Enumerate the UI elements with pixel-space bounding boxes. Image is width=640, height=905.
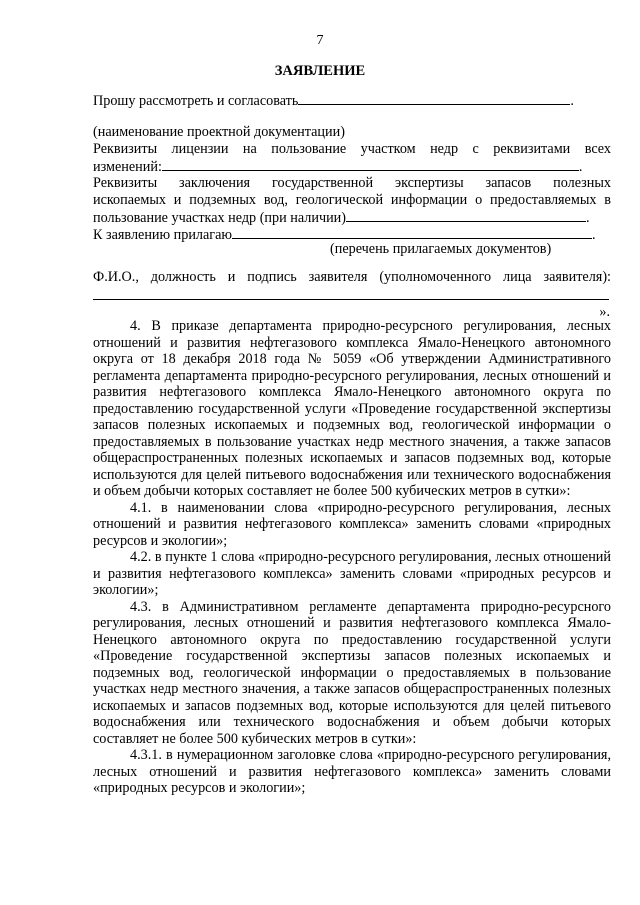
period: .: [570, 93, 574, 109]
paragraph-4: 4. В приказе департамента природно-ресурсного регулирования, лесных отношений и развития нефтегазового комплекса Ямало-Ненецкого автономного округа от 18 декабря 2018 года № 5059 «Об утверждении Административного регламента департамента природно-ресурсного регулирования, лесных отношений и развития нефтегазового комплекса Ямало-Ненецкого автономного округа по предоставлению государственной услуги «Проведение государственной экспертизы запасов полезных ископаемых и подземных вод, геологической информации о предоставляемых в пользование участках недр местного значения, а также запасов общераспространенных полезных ископаемых и запасов подземных вод, которые используются для целей питьевого водоснабжения или технического водоснабжения и объем добычи которых составляет не более 500 кубических метров в сутки»:: [93, 318, 611, 499]
paragraph-4-3-1: 4.3.1. в нумерационном заголовке слова «природно-ресурсного регулирования, лесных отношений и развития нефтегазового комплекса» заменить словами «природных ресурсов и экологии»;: [93, 747, 611, 796]
period: .: [578, 159, 583, 175]
form-line-expertise-1: Реквизиты заключения государственной экспертизы запасов полезных: [93, 175, 611, 191]
blank-field-changes: [162, 158, 579, 171]
form-attachments-label: К заявлению прилагаю: [93, 227, 233, 243]
blank-field-expertise: [346, 209, 586, 222]
document-title: ЗАЯВЛЕНИЕ: [274, 63, 366, 79]
paragraph-4-2: 4.2. в пункте 1 слова «природно-ресурсного регулирования, лесных отношений и развития нефтегазового комплекса» заменить словами «природных ресурсов и экологии»;: [93, 549, 611, 598]
form-request-label: Прошу рассмотреть и согласовать: [93, 93, 299, 109]
form-attachments-caption: (перечень прилагаемых документов): [330, 241, 552, 257]
form-line-request: [93, 92, 611, 110]
period: .: [585, 210, 590, 226]
blank-field-applicant-1: [93, 286, 609, 300]
paragraph-4-3: 4.3. в Административном регламенте департамента природно-ресурсного регулирования, лесных отношений и развития нефтегазового комплекса Ямало-Ненецкого автономного округа по предоставлению государственной услуги «Проведение государственной экспертизы запасов полезных ископаемых и подземных вод, геологической информации о предоставляемых в пользование участках недр местного значения, а также запасов общераспространенных полезных ископаемых и запасов подземных вод, которые используются для целей питьевого водоснабжения или технического водоснабжения и объем добычи которых составляет не более 500 кубических метров в сутки»:: [93, 598, 611, 747]
form-line-expertise-3: [93, 209, 611, 227]
form-line-doc-name-caption: (наименование проектной документации): [93, 124, 345, 140]
paragraph-4-1: 4.1. в наименовании слова «природно-ресурсного регулирования, лесных отношений и развития нефтегазового комплекса» заменить словами «природных ресурсов и экологии»;: [93, 499, 611, 549]
form-changes-label: изменений:: [93, 159, 162, 175]
form-line-license: Реквизиты лицензии на пользование участком недр с реквизитами всех: [93, 141, 611, 157]
closing-quote: ».: [599, 304, 610, 320]
period: .: [592, 227, 596, 243]
blank-field-documentation: [298, 92, 570, 105]
form-line-changes: [93, 158, 611, 176]
form-line-applicant: Ф.И.О., должность и подпись заявителя (уполномоченного лица заявителя):: [93, 269, 611, 285]
blank-field-attachments: [232, 226, 592, 239]
page-number: 7: [316, 33, 324, 48]
form-expertise-label: пользование участках недр (при наличии): [93, 210, 346, 226]
body-text: [93, 318, 611, 797]
form-line-expertise-2: ископаемых и подземных вод, геологической информации о предоставляемых в: [93, 192, 611, 208]
